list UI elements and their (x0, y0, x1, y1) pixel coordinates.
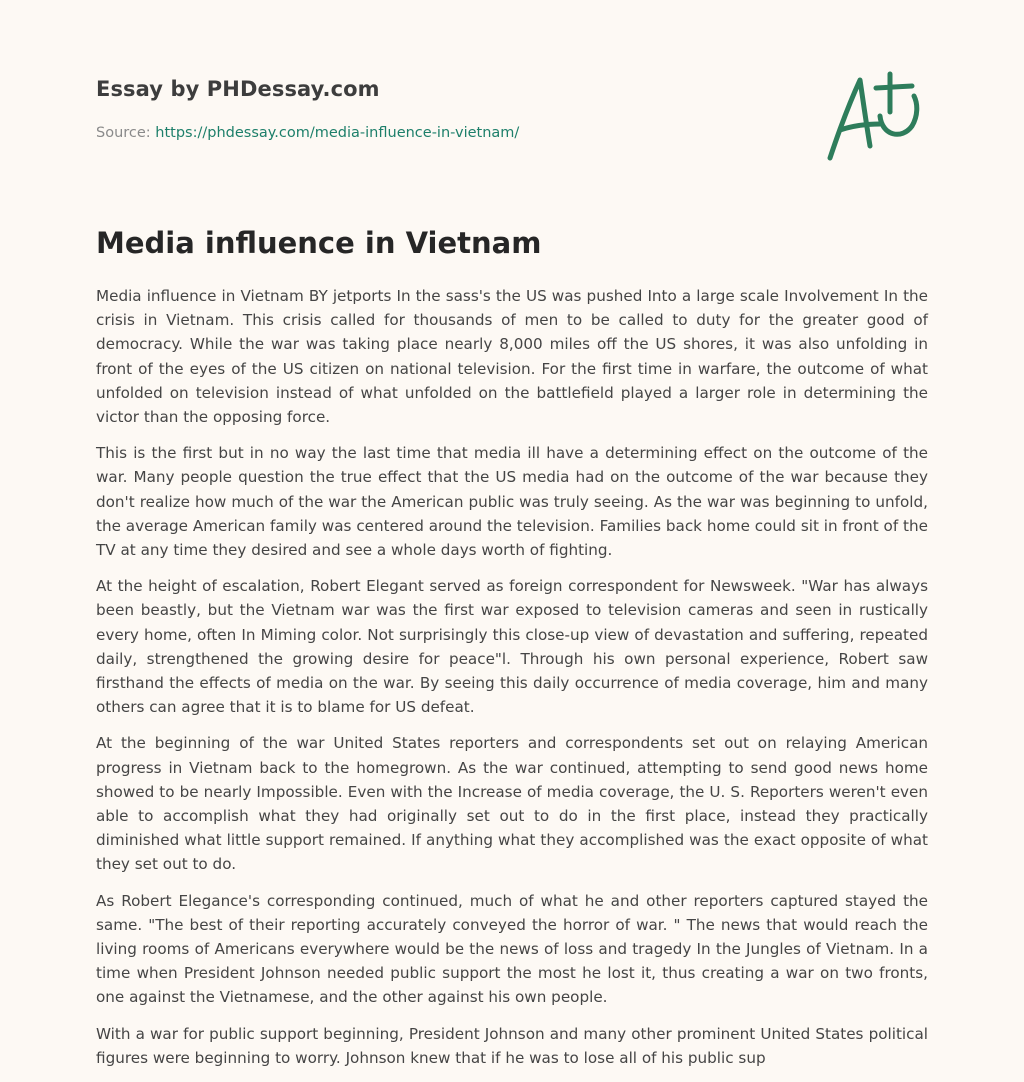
essay-paragraph-1: Media influence in Vietnam BY jetports In the sass's the US was pushed Into a large scale Involvement In the crisis in Vietnam. This crisis called for thousands of men to be called to duty for the greater good of democracy. While the war was taking place nearly 8,000 miles off the US shores, it was also unfolding in front of the eyes of the US citizen on national television. For the first time in warfare, the outcome of what unfolded on television instead of what unfolded on the battlefield played a larger role in determining the victor than the opposing force. (96, 287, 928, 427)
source-label: Source: (96, 125, 151, 141)
essay-paragraph-4: At the beginning of the war United States reporters and correspondents set out on relaying American progress in Vietnam back to the homegrown. As the war continued, attempting to send good news home showed to be nearly Impossible. Even with the Increase of media coverage, the U. S. Reporters weren't even able to accomplish what they had originally set out to do in the first place, instead they practically diminished what little support remained. If anything what they accomplished was the exact opposite of what they set out to do. (96, 734, 928, 874)
essay-paragraph-2: This is the first but in no way the last time that media ill have a determining effect on the outcome of the war. Many people question the true effect that the US media had on the outcome of the war because they don't realize how much of the war the American public was truly seeing. As the war was beginning to unfold, the average American family was centered around the television. Families back home could sit in front of the TV at any time they desired and see a whole days worth of fighting. (96, 444, 928, 560)
header-brand: Essay by PHDessay.com (96, 77, 380, 101)
essay-paragraph-5: As Robert Elegance's corresponding continued, much of what he and other reporters captured stayed the same. "The best of their reporting accurately conveyed the horror of war. " The news that would reach the living rooms of Americans everywhere would be the news of loss and tragedy In the Jungles of Vietnam. In a time when President Johnson needed public support the most he lost it, thus creating a war on two fronts, one against the Vietnamese, and the other against his own people. (96, 891, 928, 1007)
essay-paragraph-6: With a war for public support beginning, President Johnson and many other prominent United States political figures were beginning to worry. Johnson knew that if he was to lose all of his public sup (96, 1024, 928, 1067)
essay-title: Media influence in Vietnam (96, 226, 542, 260)
essay-paragraph-3: At the height of escalation, Robert Elegant served as foreign correspondent for Newsweek. "War has always been beastly, but the Vietnam war was the first war exposed to television cameras and seen in rustically every home, often In Miming color. Not surprisingly this close-up view of devastation and suffering, repeated daily, strengthened the growing desire for peace"l. Through his own personal experience, Robert saw firsthand the effects of media on the war. By seeing this daily occurrence of media coverage, him and many others can agree that it is to blame for US defeat. (96, 577, 928, 717)
source-link[interactable]: https://phdessay.com/media-influence-in-vietnam/ (155, 125, 520, 141)
a-plus-grade-icon (820, 64, 930, 164)
source-line (96, 125, 519, 141)
essay-body (96, 284, 928, 1082)
